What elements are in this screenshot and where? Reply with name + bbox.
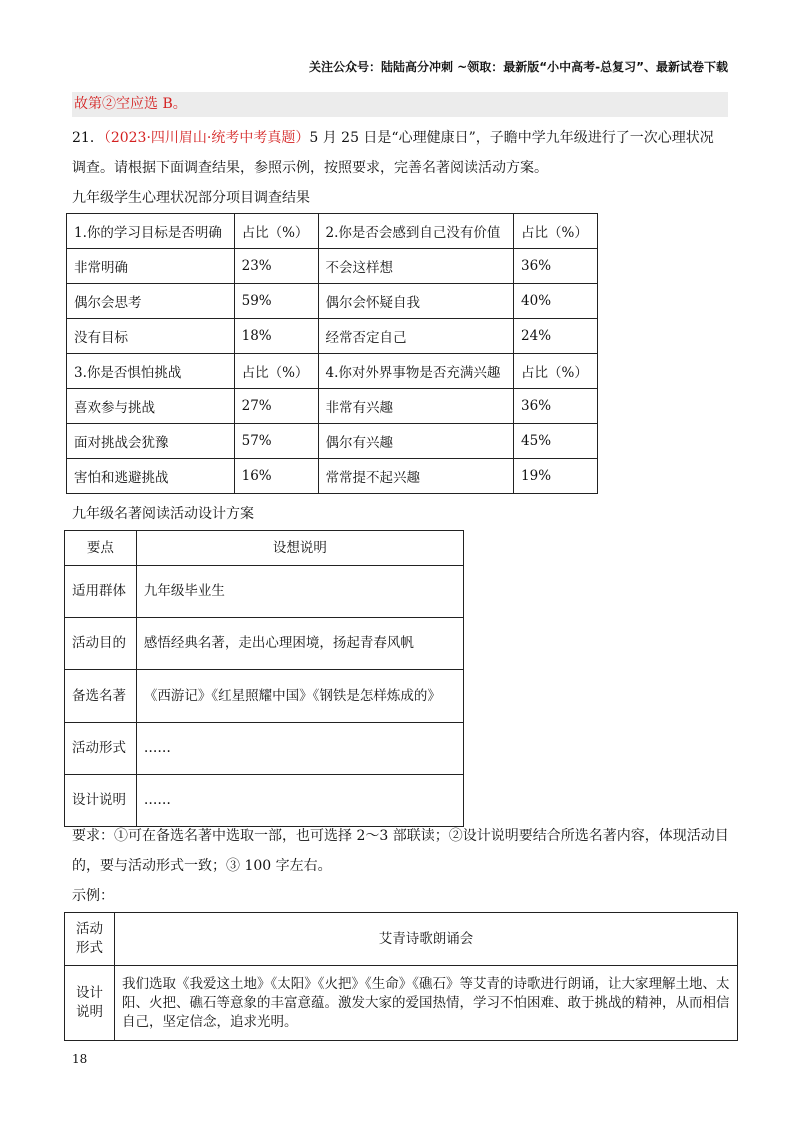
survey-row: [67, 354, 598, 389]
survey-cell: 24%: [514, 319, 598, 354]
survey-row: [67, 319, 598, 354]
answer-line: 故第②空应选 B。: [72, 92, 728, 117]
example-key-cell: 活动形式: [65, 913, 115, 966]
survey-cell: 占比（%）: [234, 354, 318, 389]
page-number: 18: [72, 1052, 88, 1066]
survey-cell: 59%: [234, 284, 318, 319]
page-header: 关注公众号：陆陆高分冲刺 ~领取：最新版“小中高考-总复习”、最新试卷下载: [309, 60, 728, 74]
plan-row: [65, 670, 464, 723]
survey-row: [67, 284, 598, 319]
plan-key-cell: 设计说明: [65, 775, 137, 827]
example-row: [65, 913, 738, 966]
example-key-cell: 设计说明: [65, 966, 115, 1041]
plan-header-cell: 要点: [65, 531, 137, 566]
plan-value-cell: 九年级毕业生: [136, 566, 463, 618]
survey-cell: 面对挑战会犹豫: [67, 424, 235, 459]
question-text-1: 5 月 25 日是“心理健康日”，子瞻中学九年级进行了一次心理状况: [309, 130, 714, 146]
example-value-cell: 我们选取《我爱这土地》《太阳》《火把》《生命》《礁石》等艾青的诗歌进行朗诵，让大家理解土地、太阳、火把、礁石等意象的丰富意蕴。激发大家的爱国热情，学习不怕困难、敢于挑战的精神，从而相信自己，坚定信念，追求光明。: [114, 966, 737, 1041]
survey-cell: 偶尔有兴趣: [318, 424, 514, 459]
question-source: （2023·四川眉山·统考中考真题）: [103, 130, 310, 146]
survey-cell: 害怕和逃避挑战: [67, 459, 235, 494]
plan-header-row: [65, 531, 464, 566]
survey-cell: 经常否定自己: [318, 319, 514, 354]
survey-cell: 36%: [514, 249, 598, 284]
survey-cell: 36%: [514, 389, 598, 424]
example-table: [64, 912, 738, 1041]
example-row: [65, 966, 738, 1041]
requirements-line-2: 的，要与活动形式一致；③ 100 字左右。: [72, 858, 332, 874]
plan-key-cell: 活动目的: [65, 618, 137, 670]
question-number: 21．: [72, 130, 104, 146]
survey-cell: 非常有兴趣: [318, 389, 514, 424]
survey-caption: 九年级学生心理状况部分项目调查结果: [72, 190, 310, 206]
survey-cell: 57%: [234, 424, 318, 459]
survey-cell: 偶尔会怀疑自我: [318, 284, 514, 319]
survey-row: [67, 389, 598, 424]
survey-cell: 40%: [514, 284, 598, 319]
survey-cell: 占比（%）: [514, 214, 598, 249]
plan-table: [64, 530, 464, 827]
survey-cell: 45%: [514, 424, 598, 459]
requirements-line-1: 要求：①可在备选名著中选取一部，也可选择 2～3 部联读；②设计说明要结合所选名著内容，体现活动目: [72, 828, 729, 844]
plan-key-cell: 适用群体: [65, 566, 137, 618]
survey-cell: 19%: [514, 459, 598, 494]
survey-cell: 2.你是否会感到自己没有价值: [318, 214, 514, 249]
survey-cell: 27%: [234, 389, 318, 424]
survey-row: [67, 214, 598, 249]
survey-cell: 4.你对外界事物是否充满兴趣: [318, 354, 514, 389]
example-caption: 示例：: [72, 888, 114, 904]
survey-cell: 没有目标: [67, 319, 235, 354]
question-line-2: 调查。请根据下面调查结果，参照示例，按照要求，完善名著阅读活动方案。: [72, 160, 548, 176]
survey-cell: 占比（%）: [234, 214, 318, 249]
plan-row: [65, 723, 464, 775]
survey-row: [67, 459, 598, 494]
plan-key-cell: 备选名著: [65, 670, 137, 723]
plan-row: [65, 566, 464, 618]
plan-row: [65, 775, 464, 827]
survey-table: [66, 213, 598, 494]
plan-row: [65, 618, 464, 670]
question-line-1: [72, 128, 714, 148]
survey-cell: 偶尔会思考: [67, 284, 235, 319]
plan-value-cell: 感悟经典名著，走出心理困境，扬起青春风帆: [136, 618, 463, 670]
survey-cell: 喜欢参与挑战: [67, 389, 235, 424]
survey-cell: 16%: [234, 459, 318, 494]
survey-cell: 18%: [234, 319, 318, 354]
survey-cell: 1.你的学习目标是否明确: [67, 214, 235, 249]
plan-key-cell: 活动形式: [65, 723, 137, 775]
survey-row: [67, 424, 598, 459]
plan-value-cell: 《西游记》《红星照耀中国》《钢铁是怎样炼成的》: [136, 670, 463, 723]
survey-row: [67, 249, 598, 284]
survey-cell: 3.你是否惧怕挑战: [67, 354, 235, 389]
survey-cell: 23%: [234, 249, 318, 284]
survey-cell: 常常提不起兴趣: [318, 459, 514, 494]
plan-value-cell: ……: [136, 775, 463, 827]
plan-header-cell: 设想说明: [136, 531, 463, 566]
survey-cell: 占比（%）: [514, 354, 598, 389]
plan-caption: 九年级名著阅读活动设计方案: [72, 506, 254, 522]
example-value-cell: 艾青诗歌朗诵会: [114, 913, 737, 966]
survey-cell: 不会这样想: [318, 249, 514, 284]
survey-cell: 非常明确: [67, 249, 235, 284]
plan-value-cell: ……: [136, 723, 463, 775]
